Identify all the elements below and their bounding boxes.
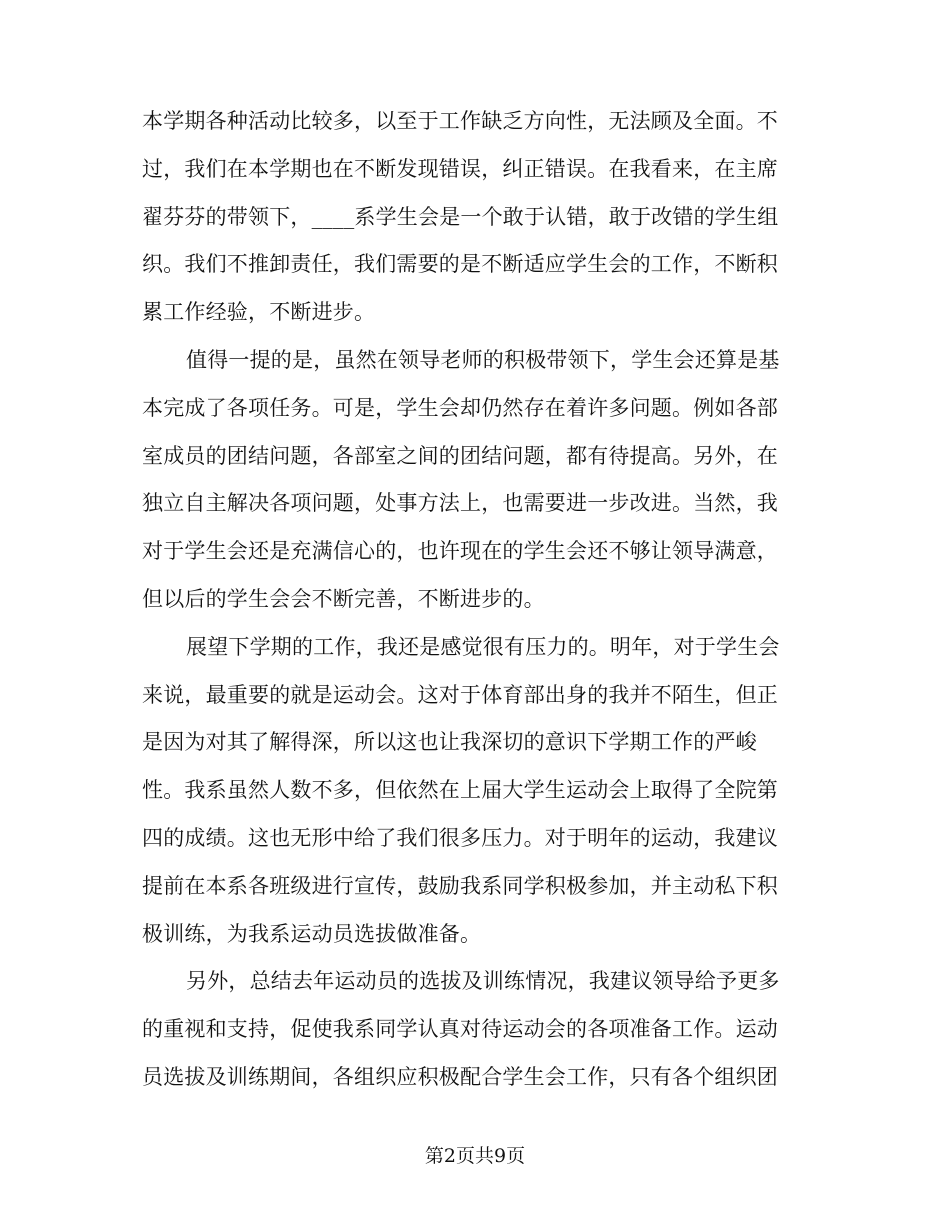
text-line: 员选拔及训练期间，各组织应积极配合学生会工作，只有各个组织团 [142, 1064, 778, 1089]
text-line: 独立自主解决各项问题，处事方法上，也需要进一步改进。当然，我 [142, 491, 778, 516]
text-line: 的重视和支持，促使我系同学认真对待运动会的各项准备工作。运动 [142, 1017, 778, 1042]
paragraph-4 [142, 958, 802, 1101]
text-line: 织。我们不推卸责任，我们需要的是不断适应学生会的工作，不断积 [142, 252, 778, 277]
text-line: 对于学生会还是充满信心的，也许现在的学生会还不够让领导满意， [142, 539, 778, 564]
text-line: 来说，最重要的就是运动会。这对于体育部出身的我并不陌生，但正 [142, 682, 778, 707]
paragraph-3 [142, 624, 802, 959]
text-line: 室成员的团结问题，各部室之间的团结问题，都有待提高。另外，在 [142, 443, 778, 468]
text-line: 累工作经验，不断进步。 [142, 300, 376, 325]
text-line: 展望下学期的工作，我还是感觉很有压力的。明年，对于学生会 [186, 634, 780, 659]
text-line: 但以后的学生会会不断完善，不断进步的。 [142, 586, 545, 611]
text-line: 过，我们在本学期也在不断发现错误，纠正错误。在我看来，在主席 [142, 156, 778, 181]
text-line: 本学期各种活动比较多，以至于工作缺乏方向性，无法顾及全面。不 [142, 109, 778, 133]
paragraph-1 [142, 98, 802, 337]
text-line: 是因为对其了解得深，所以这也让我深切的意识下学期工作的严峻 [142, 730, 757, 755]
text-line: 极训练，为我系运动员选拔做准备。 [142, 921, 482, 946]
document-body [142, 98, 802, 1102]
text-line: 四的成绩。这也无形中给了我们很多压力。对于明年的运动，我建议 [142, 825, 778, 850]
paragraph-2 [142, 337, 802, 624]
text-line: 翟芬芬的带领下，____系学生会是一个敢于认错，敢于改错的学生组 [142, 204, 779, 229]
text-line: 另外，总结去年运动员的选拔及训练情况，我建议领导给予更多 [186, 969, 780, 994]
text-line: 值得一提的是，虽然在领导老师的积极带领下，学生会还算是基 [186, 347, 780, 372]
text-line: 提前在本系各班级进行宣传，鼓励我系同学积极参加，并主动私下积 [142, 873, 778, 898]
page-number-footer: 第2页共9页 [424, 1145, 526, 1167]
text-line: 本完成了各项任务。可是，学生会却仍然存在着许多问题。例如各部 [142, 395, 778, 420]
text-line: 性。我系虽然人数不多，但依然在上届大学生运动会上取得了全院第 [142, 778, 778, 803]
